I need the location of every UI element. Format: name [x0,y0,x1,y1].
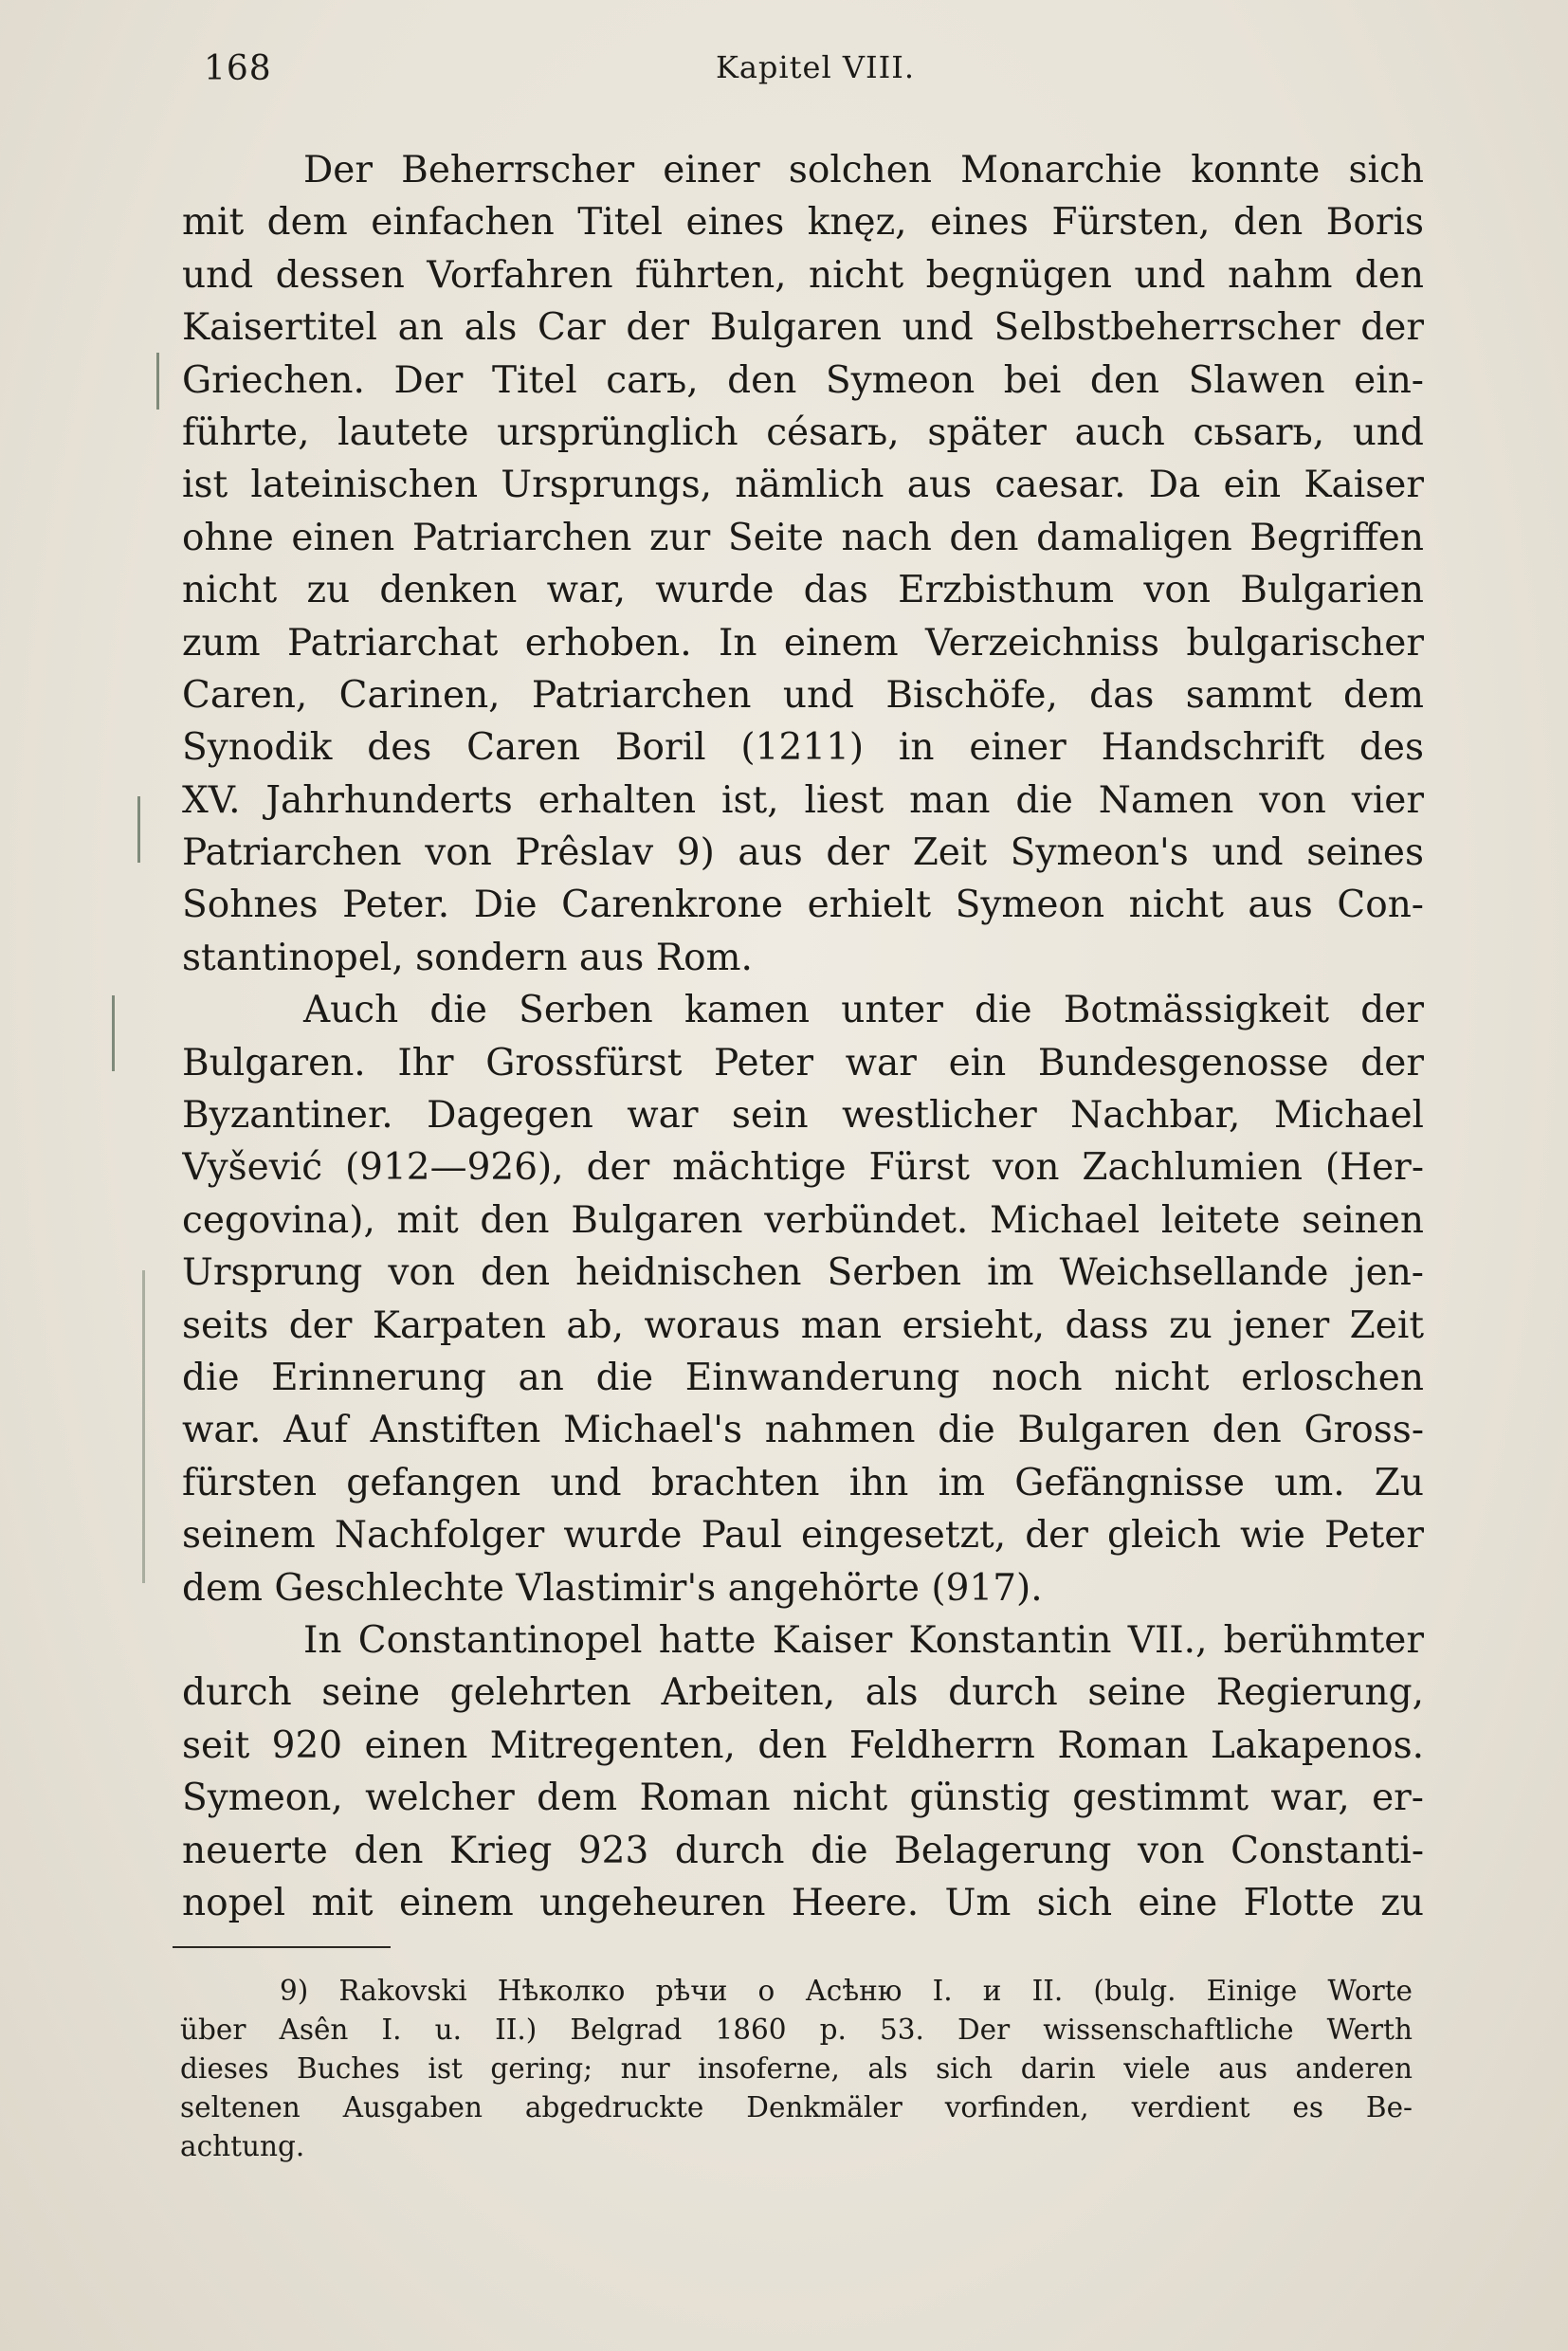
text-line: zum Patriarchat erhoben. In einem Verzeichniss bulgarischer [182,621,1424,665]
footnote-divider [173,1946,391,1948]
text-line: seinem Nachfolger wurde Paul eingesetzt, der gleich wie Peter [182,1514,1424,1558]
text-line: XV. Jahrhunderts erhalten ist, liest man die Namen von vier [182,778,1424,822]
text-line: Kaisertitel an als Car der Bulgaren und Selbstbeherrscher der [182,306,1424,350]
text-line: Caren, Carinen, Patriarchen und Bischöfe, das sammt dem [182,673,1424,717]
footnote-line: dieses Buches ist gering; nur insoferne, als sich darin viele aus anderen [180,2052,1413,2085]
footnote-line: 9) Rakovski Нѣколко рѣчи о Асѣню I. и II. (bulg. Einige Worte [280,1975,1413,2007]
footnote-line: seltenen Ausgaben abgedruckte Denkmäler vorfinden, verdient es Be- [180,2091,1413,2123]
footnote-line: achtung. [180,2130,305,2162]
text-line: war. Auf Anstiften Michael's nahmen die Bulgaren den Gross- [182,1409,1424,1452]
text-line: Symeon, welcher dem Roman nicht günstig gestimmt war, er- [182,1777,1424,1820]
running-head [204,49,1427,97]
margin-pencil-mark [112,995,115,1071]
chapter-title: Kapitel VIII. [715,49,916,85]
text-line: Patriarchen von Prêslav 9) aus der Zeit Symeon's und seines [182,831,1424,875]
text-line: seits der Karpaten ab, woraus man ersieht, dass zu jener Zeit [182,1303,1424,1347]
footnotes [180,1972,1413,2166]
text-line: Griechen. Der Titel carь, den Symeon bei den Slawen ein- [182,358,1424,402]
text-line: die Erinnerung an die Einwanderung noch nicht erloschen [182,1356,1424,1399]
text-line: neuerte den Krieg 923 durch die Belagerung von Constanti- [182,1829,1424,1872]
text-line: Vyšević (912—926), der mächtige Fürst von Zachlumien (Her- [182,1146,1424,1190]
text-line: nicht zu denken war, wurde das Erzbisthum von Bulgarien [182,569,1424,612]
text-line: ohne einen Patriarchen zur Seite nach den damaligen Begriffen [182,516,1424,559]
text-line: nopel mit einem ungeheuren Heere. Um sich eine Flotte zu [182,1881,1424,1924]
text-line: mit dem einfachen Titel eines knęz, eines Fürsten, den Boris [182,201,1424,245]
text-line: Byzantiner. Dagegen war sein westlicher Nachbar, Michael [182,1094,1424,1138]
text-line: fürsten gefangen und brachten ihn im Gefängnisse um. Zu [182,1461,1424,1504]
text-line: dem Geschlechte Vlastimir's angehörte (917). [182,1566,1043,1610]
text-line: cegovina), mit den Bulgaren verbündet. Michael leitete seinen [182,1198,1424,1242]
text-line: Ursprung von den heidnischen Serben im Weichsellande jen- [182,1251,1424,1295]
text-line: stantinopel, sondern aus Rom. [182,936,753,979]
text-line: seit 920 einen Mitregenten, den Feldherrn Roman Lakapenos. [182,1723,1424,1767]
text-line: Bulgaren. Ihr Grossfürst Peter war ein Bundesgenosse der [182,1041,1424,1084]
text-line: Auch die Serben kamen unter die Botmässigkeit der [303,989,1424,1032]
margin-pencil-mark [142,1270,145,1583]
text-line: Sohnes Peter. Die Carenkrone erhielt Symeon nicht aus Con- [182,884,1424,927]
text-line: durch seine gelehrten Arbeiten, als durch seine Regierung, [182,1671,1424,1715]
text-line: In Constantinopel hatte Kaiser Konstantin VII., berühmter [303,1618,1424,1662]
page-number: 168 [204,49,272,88]
margin-pencil-mark [156,353,159,410]
text-line: ist lateinischen Ursprungs, nämlich aus caesar. Da ein Kaiser [182,464,1424,507]
text-line: Der Beherrscher einer solchen Monarchie konnte sich [303,149,1424,191]
text-line: führte, lautete ursprünglich césarь, später auch cьsarь, und [182,410,1424,454]
body-text [182,144,1424,1929]
margin-pencil-mark [137,796,140,863]
footnote-line: über Asên I. u. II.) Belgrad 1860 p. 53. Der wissenschaftliche Werth [180,2014,1413,2046]
text-line: und dessen Vorfahren führten, nicht begnügen und nahm den [182,253,1424,297]
text-line: Synodik des Caren Boril (1211) in einer Handschrift des [182,726,1424,770]
